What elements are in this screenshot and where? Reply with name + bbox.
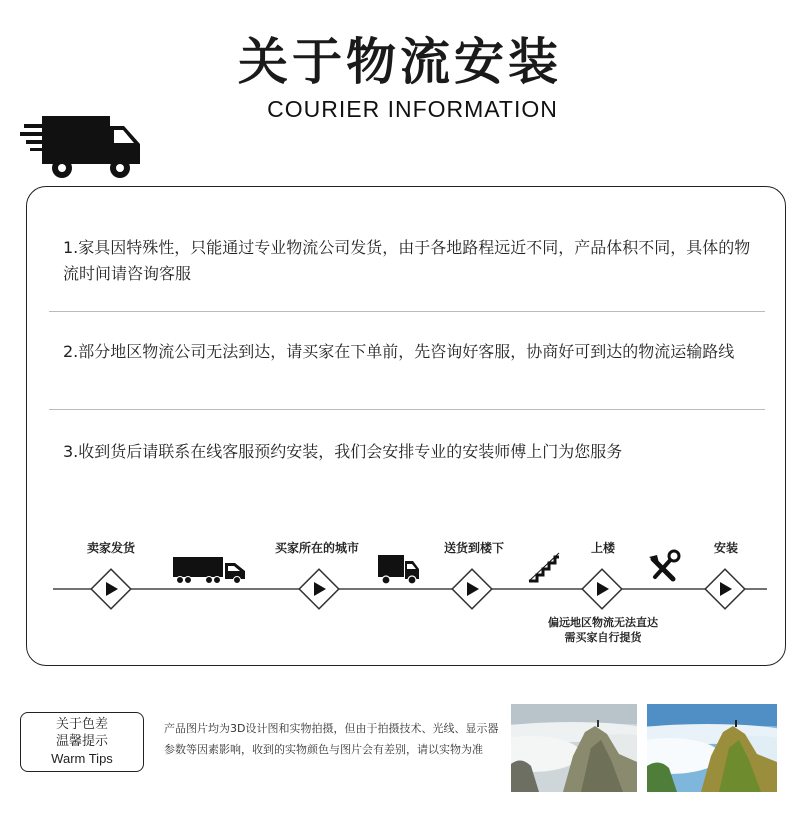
small-truck-icon — [378, 555, 419, 584]
delivery-truck-icon — [20, 112, 144, 180]
flow-node-5 — [705, 569, 745, 609]
page-title: 关于物流安装 — [238, 33, 562, 91]
flow-step-label-2: 买家所在的城市 — [274, 541, 360, 555]
flow-step-label-4: 上楼 — [590, 541, 616, 555]
info-item-3: 3.收到货后请联系在线客服预约安装，我们会安排专业的安装师傅上门为您服务 — [63, 442, 623, 461]
flow-node-1 — [91, 569, 131, 609]
courier-info-panel — [26, 186, 786, 666]
landscape-photo-vivid — [647, 704, 777, 792]
tips-heading-2: 温馨提示 — [55, 734, 108, 749]
flow-node-4 — [582, 569, 622, 609]
stairs-icon — [529, 553, 559, 581]
flow-step-label-3: 送货到楼下 — [443, 541, 505, 555]
color-difference-notice: 产品图片均为3D设计图和实物拍摄，但由于拍摄技术、光线、显示器参数等因素影响，收到的实物颜色与图片会有差别，请以实物为准 — [164, 722, 499, 756]
delivery-flow-diagram — [27, 187, 787, 667]
flow-step-label-1: 卖家发货 — [86, 541, 136, 555]
tips-heading-3: Warm Tips — [51, 751, 113, 766]
info-item-1: 1.家具因特殊性，只能通过专业物流公司发货，由于各地路程远近不同，产品体积不同，具体的物流时间请咨询客服 — [63, 238, 751, 283]
tips-heading-1: 关于色差 — [55, 717, 108, 732]
flow-step-label-5: 安装 — [713, 541, 739, 555]
tools-icon — [649, 551, 679, 579]
landscape-photo-muted — [511, 704, 637, 792]
info-item-2: 2.部分地区物流公司无法到达，请买家在下单前，先咨询好客服，协商好可到达的物流运输路线 — [63, 342, 735, 361]
flow-node-3 — [452, 569, 492, 609]
page-subtitle: COURIER INFORMATION — [267, 96, 558, 122]
note-line-1: 偏远地区物流无法直达 — [548, 616, 658, 629]
remote-area-note — [548, 615, 658, 645]
note-line-2: 需买家自行提货 — [564, 631, 642, 644]
warm-tips-box — [20, 712, 144, 772]
semi-truck-icon — [173, 557, 245, 584]
flow-node-2 — [299, 569, 339, 609]
